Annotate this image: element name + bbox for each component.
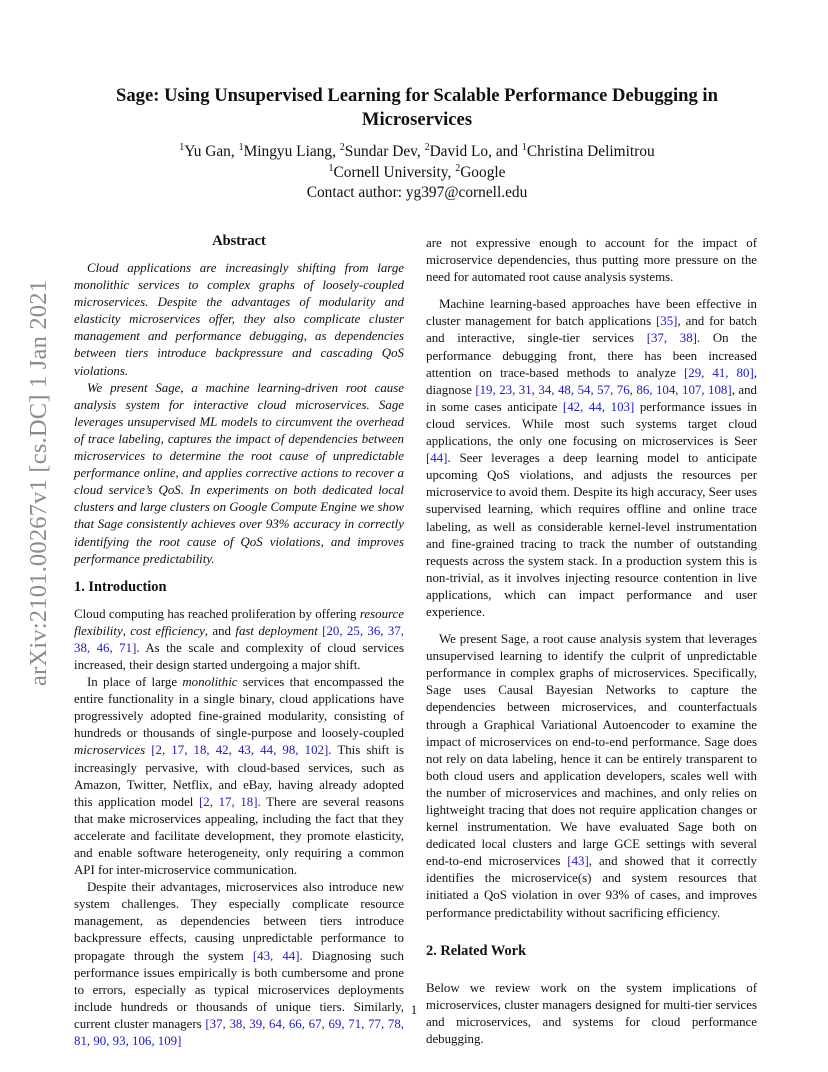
affiliations: $^1$Cornell University, $^2$Google — [328, 162, 506, 181]
contact-author: Contact author: yg397@cornell.edu — [306, 184, 528, 201]
author-list: $^1$Yu Gan, $^1$Mingyu Liang, $^2$Sundar Dev, $^2$David Lo, and $^1$Christina Delimitrou — [179, 142, 655, 160]
body-paragraph: Below we review work on the system implications of microservices, cluster managers designed for multi-tier services and microservices, and systems for cloud performance debugging. — [426, 980, 757, 1046]
intro-paragraph: In place of large monolithic services that encompassed the entire functionality in a single binary, cloud applications have progressively adopted fine-grained modularity, consisting of hundreds or thousands of single-purpose and loosely-coupled microservices [2, 17, 18, 42, 43, 44, 98, 102]. This shift is increasingly pervasive, with cloud-based services, such as Amazon, Twitter, Netflix, and eBay, having already adopted this application model [2, 17, 18]. There are several reasons that make microservices appealing, including the fact that they accelerate and facilitate development, they promote elasticity, and enable software heterogeneity, only requiring a common API for inter-microservice communication. — [74, 675, 405, 878]
abstract-body — [74, 260, 404, 568]
section-heading-introduction: 1. Introduction — [74, 578, 167, 595]
right-column — [426, 235, 757, 1048]
abstract-heading: Abstract — [212, 233, 266, 249]
citation-link[interactable]: [43] — [567, 854, 589, 869]
abstract-paragraph: We present Sage, a machine learning-driven root cause analysis system for interactive cloud microservices. Sage leverages unsupervised ML models to circumvent the overhead of trace labeling, captures the impact of dependencies between microservices to determine the root cause of unpredictable performance online, and applies corrective actions to recover a cloud service’s QoS. In experiments on both dedicated local clusters and large clusters on Google Compute Engine we show that Sage consistently achieves over 93% accuracy in correctly identifying the root cause of QoS violations, and improves performance predictability. — [74, 380, 404, 566]
citation-link[interactable]: [42, 44, 103] — [562, 399, 635, 414]
citation-link[interactable]: [2, 17, 18] — [199, 794, 258, 809]
section-heading-related-work: 2. Related Work — [426, 942, 527, 959]
intro-paragraph: Cloud computing has reached proliferation by offering resource flexibility, cost efficiency, and fast deployment [20, 25, 36, 37, 38, 46, 71]. As the scale and complexity of cloud services increased, their design started undergoing a major shift. — [74, 606, 405, 672]
citation-link[interactable]: [35] — [656, 314, 678, 329]
title-line-1: Sage: Using Unsupervised Learning for Scalable Performance Debugging in — [116, 85, 718, 106]
author-name: Sundar Dev, — [344, 143, 425, 160]
citation-link[interactable]: [2, 17, 18, 42, 43, 44, 98, 102] — [151, 743, 329, 758]
author-name: David Lo, and — [429, 143, 522, 160]
author-name: Yu Gan, — [184, 143, 239, 160]
body-paragraph: Machine learning-based approaches have been effective in cluster management for batch applications [35], and for batch and interactive, single-tier services [37, 38]. On the performance debugging front, there has been increased attention on trace-based methods to analyze [29, 41, 80], diagnose [19, 23, 31, 34, 48, 54, 57, 76, 86, 104, 107, 108], and in some cases anticipate [42, 44, 103] performance issues in cloud services. While most such systems target cloud applications, the only one focusing on microservices is Seer [44]. Seer leverages a deep learning model to anticipate upcoming QoS violations, and adjusts the resources per microservice to avoid them. Despite its high accuracy, Seer uses supervised learning, which requires offline and online trace labeling, as well as considerable kernel-level instrumentation and fine-grained tracing to track the number of outstanding requests across the system stack. In a production system this is non-trivial, as it involves injecting resource contention in live applications, which can impact performance and user experience. — [426, 297, 758, 619]
author-name: Mingyu Liang, — [243, 143, 340, 160]
body-paragraph: are not expressive enough to account for the impact of microservice dependencies, thus putting more pressure on the need for automated root cause analysis systems. — [426, 236, 757, 285]
affiliation: Cornell University, — [333, 163, 456, 181]
left-column — [74, 232, 404, 1050]
citation-link[interactable]: [44] — [426, 451, 448, 466]
citation-link[interactable]: [20, 25, 36, 37, 38, 46, 71] — [74, 623, 405, 655]
citation-link[interactable]: [37, 38, 39, 64, 66, 67, 69, 71, 77, 78, 81, 90, 93, 106, 109] — [74, 1016, 405, 1049]
author-block — [74, 142, 760, 204]
citation-link[interactable]: [29, 41, 80] — [683, 365, 754, 380]
citation-link[interactable]: [19, 23, 31, 34, 48, 54, 57, 76, 86, 104, 107, 108] — [475, 382, 732, 397]
arxiv-identifier: arXiv:2101.00267v1 [cs.DC] 1 Jan 2021 — [25, 279, 52, 686]
title-line-2: Microservices — [361, 109, 473, 130]
citation-link[interactable]: [37, 38] — [646, 331, 697, 346]
body-paragraph: We present Sage, a root cause analysis system that leverages unsupervised learning to identify the culprit of unpredictable performance in complex graphs of microservices. Specifically, Sage uses Causal Bayesian Networks to capture the dependencies between microservices, and counterfactuals through a Graphical Variational Autoencoder to examine the impact of microservices on end-to-end performance. Sage does not rely on data labeling, hence it can be entirely transparent to both cloud users and application developers, scales well with the number of microservices and machines, and only relies on lightweight tracing that does not require application changes or kernel instrumentation. We have evaluated Sage both on dedicated local clusters and large GCE settings with several end-to-end microservices [43], and showed that it correctly identifies the microservice(s) and system resources that initiated a QoS violation in over 93% of cases, and improves performance predictability without sacrificing efficiency. — [426, 632, 757, 920]
citation-link[interactable]: [43, 44] — [252, 948, 300, 963]
intro-paragraph: Despite their advantages, microservices also introduce new system challenges. They especially complicate resource management, as dependencies between tiers introduce backpressure effects, causing unpredictable performance to propagate through the system [43, 44]. Diagnosing such performance issues empirically is both cumbersome and prone to errors, especially as typical microservices deployments include hundreds or thousands of unique tiers. Similarly, current cluster managers [37, 38, 39, 64, 66, 67, 69, 71, 77, 78, 81, 90, 93, 106, 109] — [74, 880, 405, 1049]
page-number: 1 — [410, 1003, 418, 1017]
affiliation: Google — [460, 163, 506, 181]
author-name: Christina Delimitrou — [526, 143, 655, 160]
paper-title — [74, 84, 760, 132]
abstract-paragraph: Cloud applications are increasingly shifting from large monolithic services to complex graphs of loosely-coupled microservices. Despite the advantages of modularity and elasticity microservices offer, they also complicate cluster management and performance debugging, as dependencies between tiers introduce backpressure and cascading QoS violations. — [74, 261, 404, 378]
